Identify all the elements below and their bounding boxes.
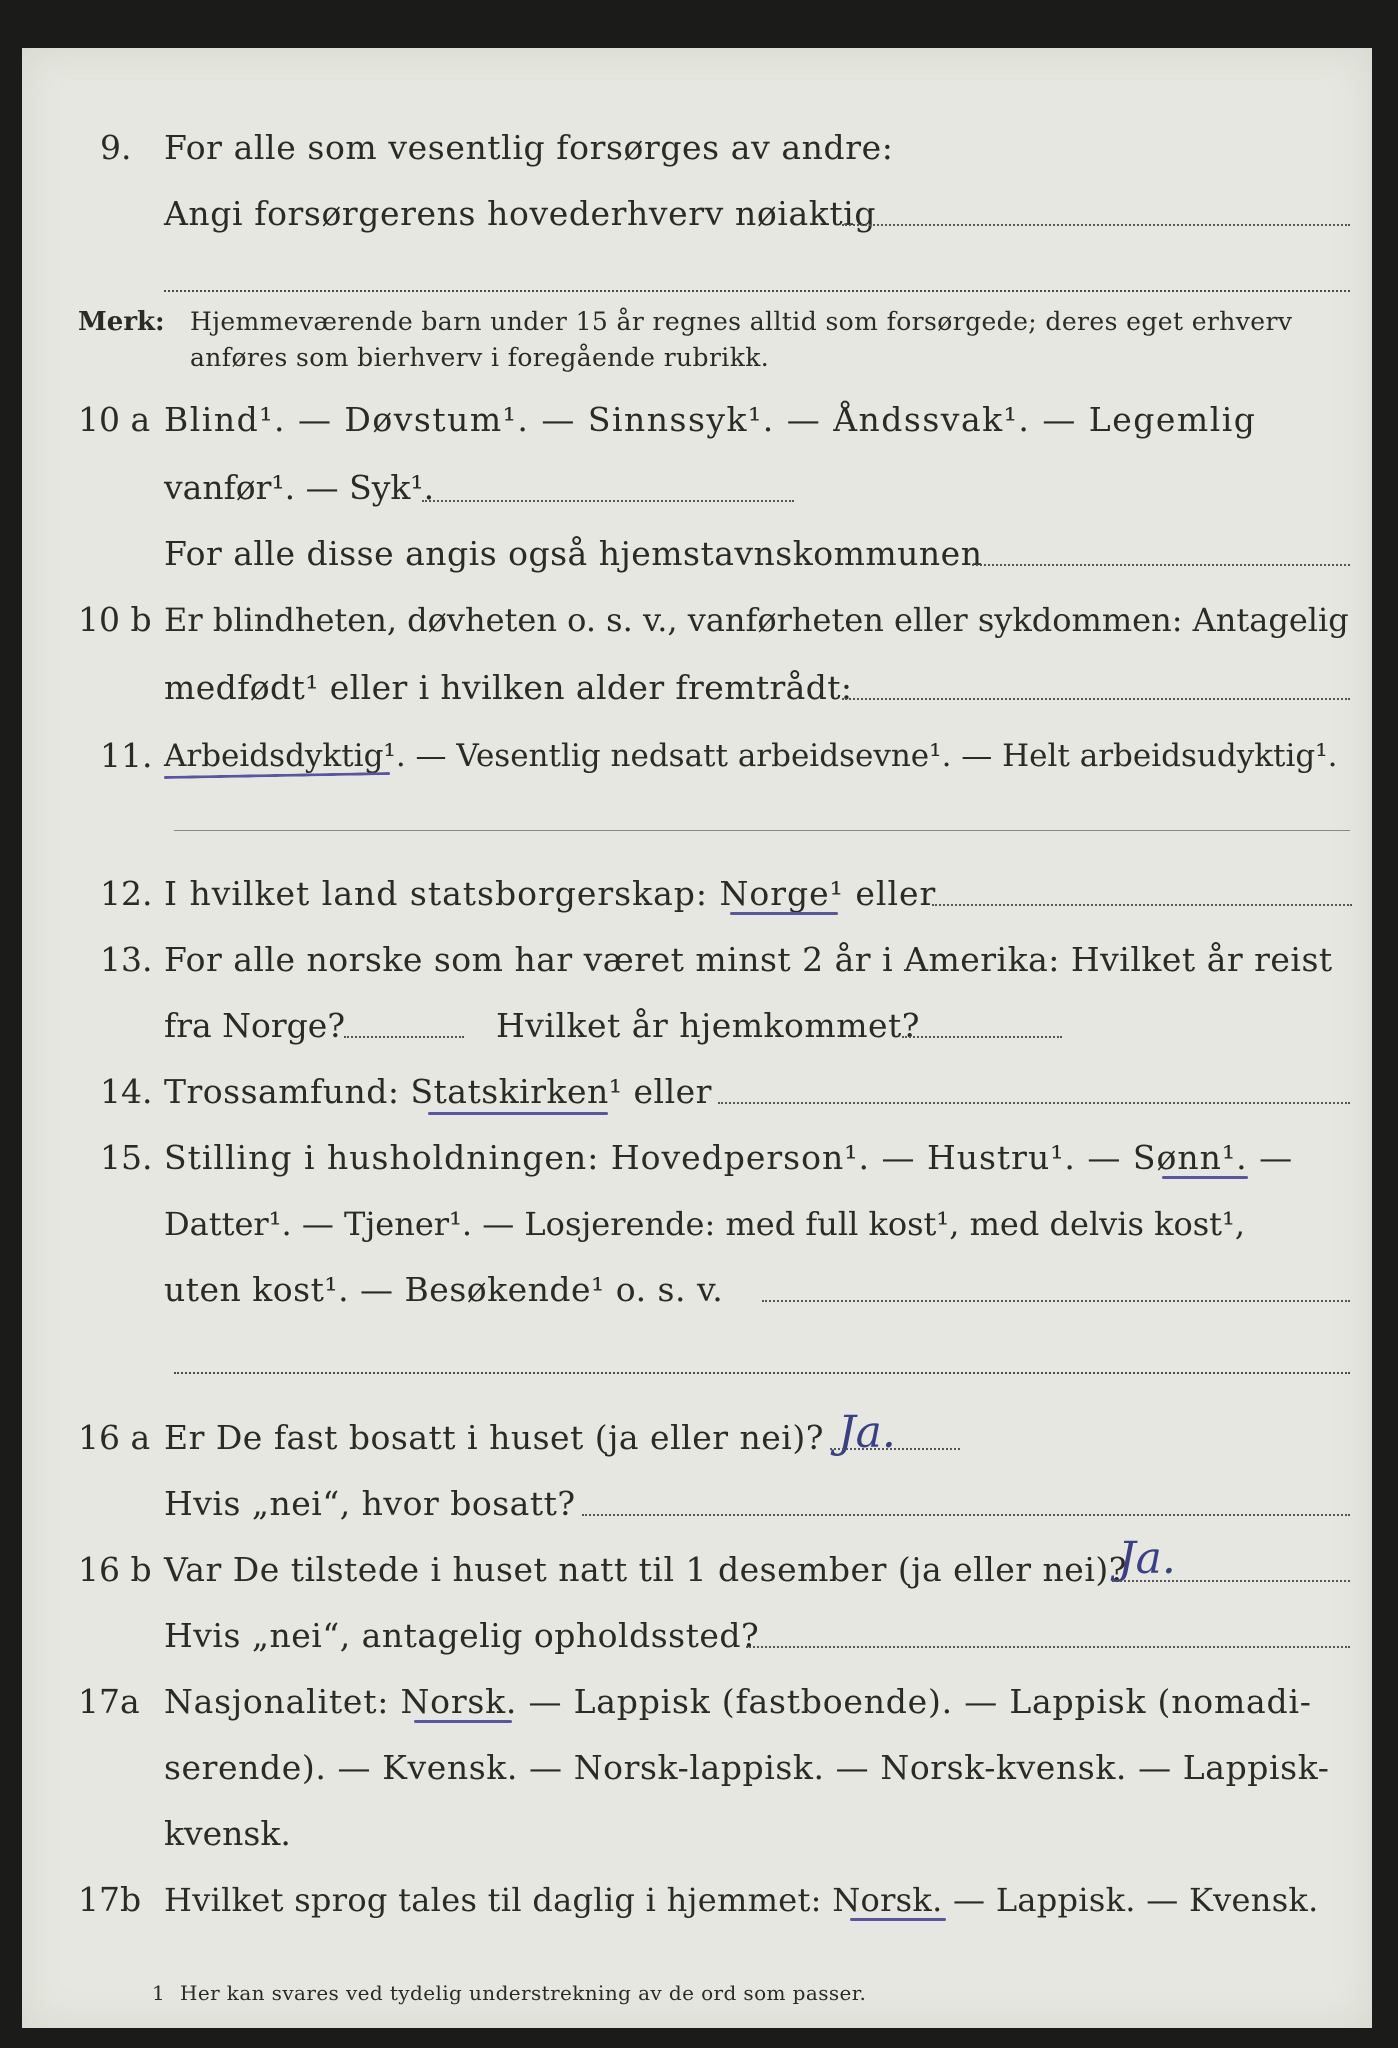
q13-line1: For alle norske som har været minst 2 år i Amerika: Hvilket år reist — [164, 940, 1333, 979]
item-number-10a: 10 a — [78, 400, 151, 439]
q16a-answer-line — [830, 1448, 960, 1450]
q10b-line1: Er blindheten, døvheten o. s. v., vanførheten eller sykdommen: Antagelig — [164, 601, 1349, 639]
q12-answer-line — [932, 904, 1352, 906]
q12-line1: I hvilket land statsborgerskap: Norge¹ eller — [164, 874, 937, 913]
q13-reist-line — [344, 1036, 464, 1038]
item-number-17a: 17a — [78, 1682, 140, 1721]
q9-line1: For alle som vesentlig forsørges av andre: — [164, 128, 894, 167]
q10b-answer-line — [842, 698, 1350, 700]
q16b-opholdssted-line — [746, 1646, 1350, 1648]
q14-line1: Trossamfund: Statskirken¹ eller — [164, 1072, 712, 1111]
q10a-line1: Blind¹. — Døvstum¹. — Sinnssyk¹. — Åndssvak¹. — Legemlig — [164, 400, 1257, 439]
q13-line2-left: fra Norge? — [164, 1006, 346, 1045]
item-number-14: 14. — [100, 1072, 153, 1111]
q11-line1: Arbeidsdyktig¹. — Vesentlig nedsatt arbeidsevne¹. — Helt arbeidsudyktig¹. — [164, 738, 1338, 774]
q16a-handwritten-answer: Ja. — [838, 1407, 896, 1458]
underline-norsk-nasjonalitet — [414, 1720, 512, 1723]
merk-line1: Hjemmeværende barn under 15 år regnes alltid som forsørgede; deres eget erhverv — [190, 307, 1293, 336]
q16b-line1: Var De tilstede i huset natt til 1 desember (ja eller nei)? — [164, 1550, 1127, 1589]
q15-line2: Datter¹. — Tjener¹. — Losjerende: med full kost¹, med delvis kost¹, — [164, 1205, 1246, 1243]
q17a-line1: Nasjonalitet: Norsk. — Lappisk (fastboende). — Lappisk (nomadi- — [164, 1682, 1312, 1721]
underline-norge — [730, 912, 838, 915]
item-number-16b: 16 b — [78, 1550, 152, 1589]
merk-line2: anføres som bierhverv i foregående rubrikk. — [190, 343, 770, 372]
underline-sonn — [1162, 1176, 1248, 1179]
q16b-line2: Hvis „nei“, antagelig opholdssted? — [164, 1616, 760, 1655]
item-number-17b: 17b — [78, 1880, 142, 1919]
footnote-text: Her kan svares ved tydelig understrekning av de ord som passer. — [180, 1981, 867, 2005]
q16b-handwritten-answer: Ja. — [1118, 1533, 1176, 1584]
q10a-hjemstavn-line — [972, 564, 1350, 566]
item-number-13: 13. — [100, 940, 153, 979]
q11-answer-line — [174, 830, 1350, 831]
q13-line2-right: Hvilket år hjemkommet? — [496, 1006, 920, 1045]
footnote-mark: 1 — [152, 1981, 165, 2005]
q17b-line1: Hvilket sprog tales til daglig i hjemmet: Norsk. — Lappisk. — Kvensk. — [164, 1881, 1319, 1919]
q10b-line2: medfødt¹ eller i hvilken alder fremtrådt: — [164, 668, 853, 707]
q15-line1: Stilling i husholdningen: Hovedperson¹. — Hustru¹. — Sønn¹. — — [164, 1138, 1294, 1177]
item-number-15: 15. — [100, 1138, 153, 1177]
census-form-page — [22, 48, 1372, 2028]
item-number-11: 11. — [100, 736, 153, 775]
q13-hjemkommet-line — [902, 1036, 1062, 1038]
q14-answer-line — [718, 1102, 1350, 1104]
item-number-9: 9. — [100, 128, 132, 167]
q15-answer-line — [762, 1300, 1350, 1302]
underline-statskirken — [428, 1112, 608, 1115]
q9-answer-line — [842, 224, 1350, 226]
q10a-answer-line — [422, 500, 794, 502]
q15-line3: uten kost¹. — Besøkende¹ o. s. v. — [164, 1270, 724, 1309]
item-number-12: 12. — [100, 874, 153, 913]
q16a-bosatt-line — [582, 1514, 1350, 1516]
q10a-line2: vanfør¹. — Syk¹. — [164, 468, 435, 507]
merk-label: Merk: — [78, 307, 165, 337]
q17a-line2: serende). — Kvensk. — Norsk-lappisk. — Norsk-kvensk. — Lappisk- — [164, 1748, 1330, 1787]
q16a-line2: Hvis „nei“, hvor bosatt? — [164, 1484, 576, 1523]
q9-answer-line-2 — [164, 290, 1350, 292]
item-number-10b: 10 b — [78, 600, 152, 639]
q16a-line1: Er De fast bosatt i huset (ja eller nei)? — [164, 1418, 824, 1457]
q10a-line3: For alle disse angis også hjemstavnskommunen — [164, 534, 983, 573]
underline-norsk-sprog — [850, 1918, 946, 1921]
q17a-line3: kvensk. — [164, 1814, 291, 1853]
q15-answer-line-2 — [174, 1372, 1350, 1374]
q9-line2: Angi forsørgerens hovederhverv nøiaktig — [164, 194, 877, 233]
item-number-16a: 16 a — [78, 1418, 151, 1457]
q16b-answer-line — [1112, 1580, 1350, 1582]
